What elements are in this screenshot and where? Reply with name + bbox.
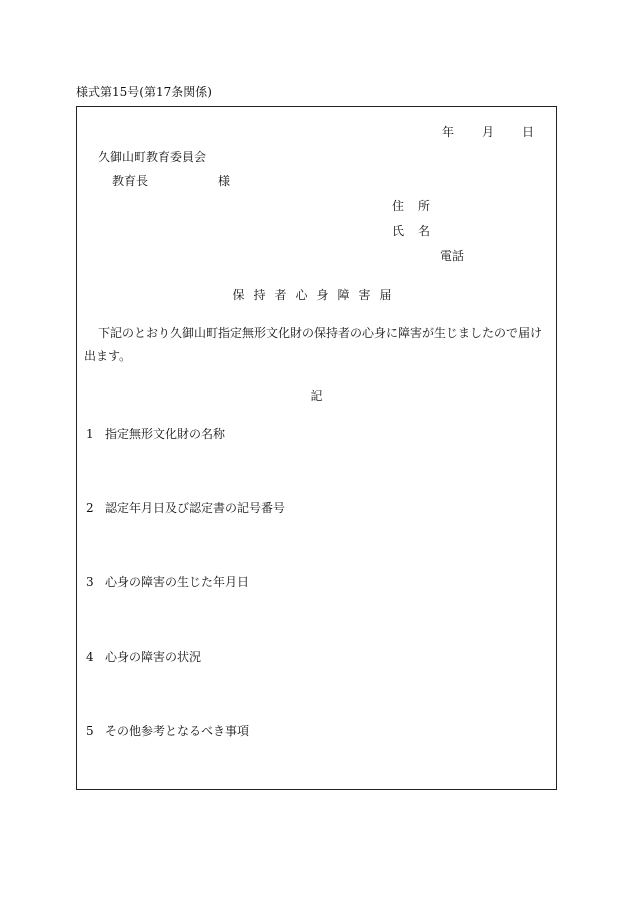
- ki-heading: 記: [310, 389, 323, 403]
- item-number: 2: [86, 501, 94, 515]
- item-label: 心身の障害の状況: [105, 650, 202, 664]
- body-text: 下記のとおり久御山町指定無形文化財の保持者の心身に障害が生じましたので届け出ます。: [84, 326, 543, 363]
- form-number-label: 様式第15号(第17条関係): [76, 85, 212, 99]
- item-number: 4: [86, 650, 94, 664]
- month-label: 月: [481, 125, 494, 139]
- item-number: 5: [86, 724, 94, 738]
- form-frame: [76, 106, 557, 790]
- item-5: [86, 724, 249, 738]
- address-label: 住 所: [392, 199, 431, 213]
- chief-honorific: 様: [218, 174, 231, 188]
- day-label: 日: [521, 125, 534, 139]
- year-label: 年: [441, 125, 454, 139]
- item-label: 心身の障害の生じた年月日: [105, 575, 250, 589]
- item-label: 認定年月日及び認定書の記号番号: [105, 501, 286, 515]
- date-row: [442, 125, 534, 139]
- item-number: 3: [86, 575, 94, 589]
- chief-line: [112, 174, 230, 188]
- item-label: 指定無形文化財の名称: [105, 427, 226, 441]
- name-label: 氏 名: [392, 224, 431, 238]
- item-3: [86, 575, 249, 589]
- document-title: 保持者心身障害届: [232, 288, 401, 302]
- item-label: その他参考となるべき事項: [105, 724, 250, 738]
- chief-title: 教育長: [112, 174, 149, 188]
- item-number: 1: [86, 427, 94, 441]
- item-2: [86, 501, 285, 515]
- phone-label: 電話: [440, 249, 465, 263]
- addressee: 久御山町教育委員会: [98, 150, 207, 164]
- item-1: [86, 427, 225, 441]
- item-4: [86, 650, 201, 664]
